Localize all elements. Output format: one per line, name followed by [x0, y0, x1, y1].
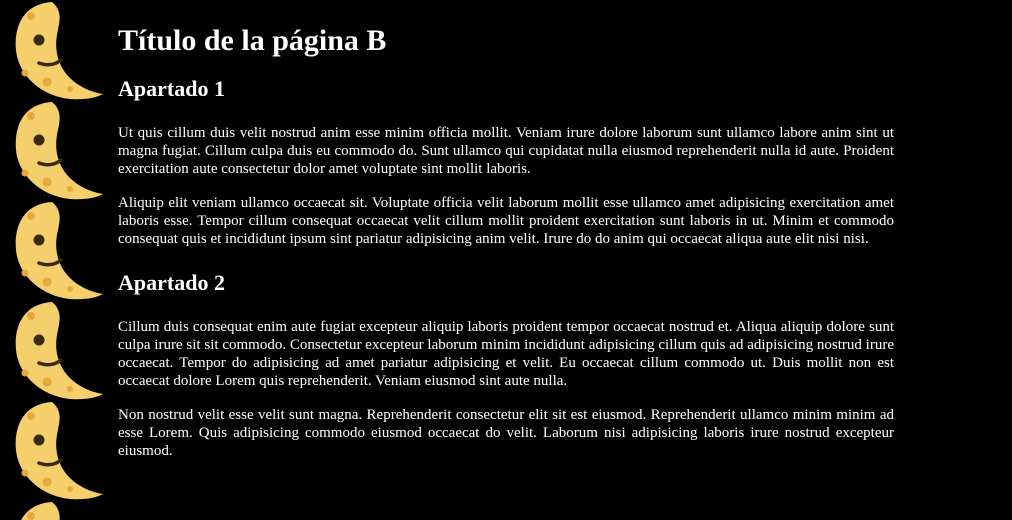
crescent-moon-face-icon	[0, 400, 110, 500]
section-paragraph: Cillum duis consequat enim aute fugiat excepteur aliquip laboris proident tempor occaecat nostrud et. Aliqua aliquip dolore sunt culpa irure sit sit commodo. Consectetur excepteur laborum minim incididunt adipisicing cillum quis ad adipisicing nostrud irure occaecat. Tempor do adipisicing ad amet pariatur adipisicing et velit. Eu occaecat cillum commodo ut. Duis mollit non est occaecat dolore Lorem quis reprehenderit. Veniam eiusmod sint aute nulla.	[118, 319, 894, 389]
section-paragraph: Ut quis cillum duis velit nostrud anim esse minim officia mollit. Veniam irure dolore laborum sunt ullamco labore anim sint ut magna fugiat. Cillum culpa duis eu commodo do. Sunt ullamco qui cupidatat nulla eiusmod reprehenderit nulla id aute. Proident exercitation aute consectetur dolor amet voluptate sint mollit laboris.	[118, 125, 894, 177]
section-paragraph: Non nostrud velit esse velit sunt magna. Reprehenderit consectetur elit sit est eiusmod. Reprehenderit ullamco minim minim ad esse Lorem. Quis adipisicing commodo eiusmod occaecat do velit. Laborum nisi adipisicing laboris irure nostrud excepteur eiusmod.	[118, 407, 894, 459]
section-heading: Apartado 1	[118, 76, 225, 101]
section-apartado-2	[118, 270, 894, 460]
crescent-moon-face-icon	[0, 300, 110, 400]
moon-border-decoration	[0, 0, 110, 520]
crescent-moon-face-icon	[0, 500, 110, 520]
page-title: Título de la página B	[118, 24, 387, 57]
section-heading: Apartado 2	[118, 270, 225, 295]
crescent-moon-face-icon	[0, 200, 110, 300]
crescent-moon-face-icon	[0, 0, 110, 100]
section-apartado-1	[118, 76, 894, 248]
section-paragraph: Aliquip elit veniam ullamco occaecat sit. Voluptate officia velit laborum mollit esse ullamco amet adipisicing exercitation amet laboris esse. Tempor cillum consequat occaecat velit cillum mollit proident exercitation sunt laboris in ut. Minim et commodo consequat quis et incididunt ipsum sint pariatur adipisicing anim velit. Irure do do anim qui occaecat aliqua aute elit nisi nisi.	[118, 195, 894, 247]
crescent-moon-face-icon	[0, 100, 110, 200]
main-content	[118, 0, 894, 460]
